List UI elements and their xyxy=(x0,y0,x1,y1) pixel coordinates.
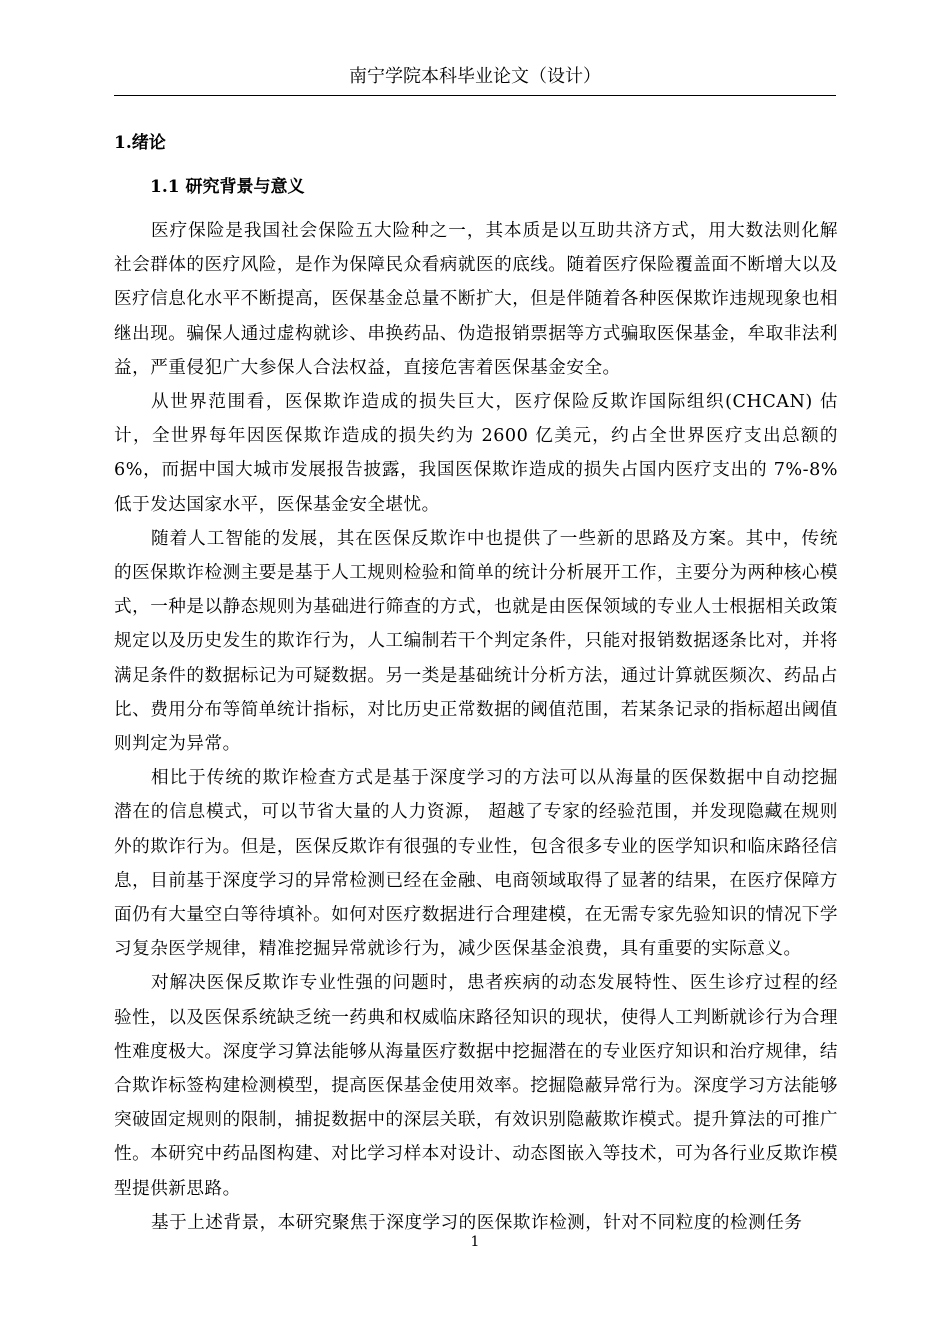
paragraph: 从世界范围看，医保欺诈造成的损失巨大，医疗保险反欺诈国际组织(CHCAN) 估计，全世界每年因医保欺诈造成的损失约为 2600 亿美元，约占全世界医疗支出总额的 6%，而据中国大城市发展报告披露，我国医保欺诈造成的损失占国内医疗支出的 7%-8% 低于发达国家水平，医保基金安全堪忧。 xyxy=(114,392,838,515)
paragraph: 医疗保险是我国社会保险五大险种之一，其本质是以互助共济方式，用大数法则化解社会群体的医疗风险，是作为保障民众看病就医的底线。随着医疗保险覆盖面不断增大以及医疗信息化水平不断提高，医保基金总量不断扩大，但是伴随着各种医保欺诈违规现象也相继出现。骗保人通过虚构就诊、串换药品、伪造报销票据等方式骗取医保基金，牟取非法利益，严重侵犯广大参保人合法权益，直接危害着医保基金安全。 xyxy=(114,221,838,378)
page-header: 南宁学院本科毕业论文（设计） xyxy=(349,66,601,87)
body-text xyxy=(114,214,838,1240)
paragraph: 随着人工智能的发展，其在医保反欺诈中也提供了一些新的思路及方案。其中，传统的医保欺诈检测主要是基于人工规则检验和简单的统计分析展开工作，主要分为两种核心模式，一种是以静态规则为基础进行筛查的方式，也就是由医保领域的专业人士根据相关政策规定以及历史发生的欺诈行为，人工编制若干个判定条件，只能对报销数据逐条比对，并将满足条件的数据标记为可疑数据。另一类是基础统计分析方法，通过计算就医频次、药品占比、费用分布等简单统计指标，对比历史正常数据的阈值范围，若某条记录的指标超出阈值则判定为异常。 xyxy=(114,528,838,755)
section-title: 1.1 研究背景与意义 xyxy=(150,177,305,197)
paragraph: 基于上述背景，本研究聚焦于深度学习的医保欺诈检测，针对不同粒度的检测任务 xyxy=(151,1212,803,1233)
paragraph: 相比于传统的欺诈检查方式是基于深度学习的方法可以从海量的医保数据中自动挖掘潜在的信息模式，可以节省大量的人力资源， 超越了专家的经验范围，并发现隐藏在规则外的欺诈行为。但是，医保反欺诈有很强的专业性，包含很多专业的医学知识和临床路径信息，目前基于深度学习的异常检测已经在金融、电商领域取得了显著的结果，在医疗保障方面仍有大量空白等待填补。如何对医疗数据进行合理建模，在无需专家先验知识的情况下学习复杂医学规律，精准挖掘异常就诊行为，减少医保基金浪费，具有重要的实际意义。 xyxy=(114,768,838,960)
chapter-title: 1.绪论 xyxy=(114,133,166,153)
header-divider xyxy=(114,95,836,96)
page-number: 1 xyxy=(470,1234,480,1250)
paragraph: 对解决医保反欺诈专业性强的问题时，患者疾病的动态发展特性、医生诊疗过程的经验性，以及医保系统缺乏统一药典和权威临床路径知识的现状，使得人工判断就诊行为合理性难度极大。深度学习算法能够从海量医疗数据中挖掘潜在的专业医疗知识和治疗规律，结合欺诈标签构建检测模型，提高医保基金使用效率。挖掘隐蔽异常行为。深度学习方法能够突破固定规则的限制，捕捉数据中的深层关联，有效识别隐蔽欺诈模式。提升算法的可推广性。本研究中药品图构建、对比学习样本对设计、动态图嵌入等技术，可为各行业反欺诈模型提供新思路。 xyxy=(114,973,838,1199)
